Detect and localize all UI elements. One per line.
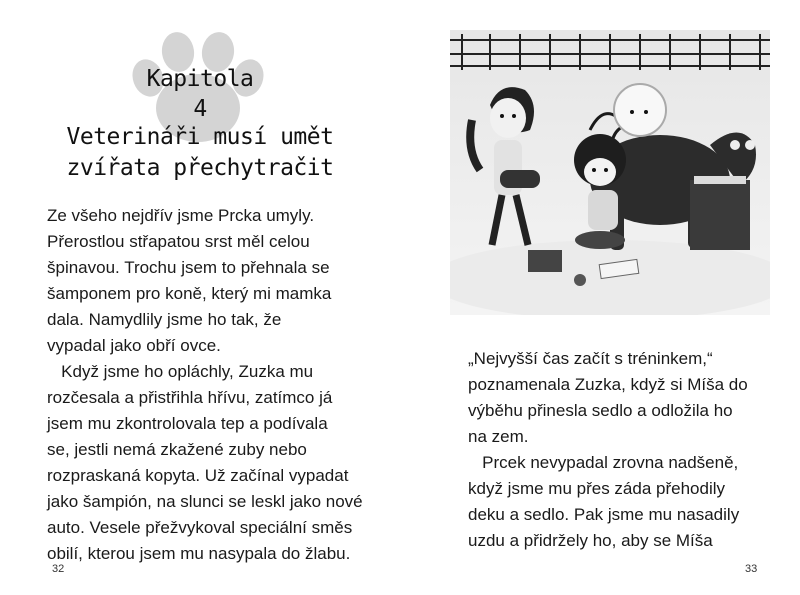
text-line: Prcek nevypadal zrovna nadšeně, (468, 453, 739, 472)
text-line: Přerostlou střapatou srst měl celou (47, 232, 310, 251)
right-page-body-text (468, 346, 748, 554)
text-line: jako šampión, na slunci se leskl jako nové (47, 492, 363, 511)
text-line: deku a sedlo. Pak jsme mu nasadily (468, 505, 740, 524)
page-number-left: 32 (52, 563, 65, 575)
chapter-title-line-1: Veterináři musí umět (66, 124, 334, 150)
text-line: na zem. (468, 427, 529, 446)
text-line: šamponem pro koně, který mi mamka (47, 284, 332, 303)
chapter-number: 4 (193, 96, 207, 122)
left-page-body-text (47, 203, 363, 567)
text-line: Když jsme ho opláchly, Zuzka mu (47, 362, 314, 381)
text-line: obilí, kterou jsem mu nasypala do žlabu. (47, 544, 351, 563)
text-line: rozčesala a přistřihla hřívu, zatímco já (47, 388, 333, 407)
text-line: se, jestli nemá zkažené zuby nebo (47, 440, 307, 459)
text-line: Ze všeho nejdřív jsme Prcka umyly. (47, 206, 315, 225)
chapter-word: Kapitola (146, 66, 254, 92)
text-line: výběhu přinesla sedlo a odložila ho (468, 401, 733, 420)
text-line: rozpraskaná kopyta. Už začínal vypadat (47, 466, 349, 485)
text-line: vypadal jako obří ovce. (47, 336, 221, 355)
chapter-title-line-2: zvířata přechytračit (66, 155, 334, 181)
text-line: „Nejvyšší čas začít s tréninkem,“ (468, 349, 713, 368)
text-line: špinavou. Trochu jsem to přehnala se (47, 258, 330, 277)
text-line: když jsme mu přes záda přehodily (468, 479, 726, 498)
right-page (400, 0, 800, 595)
text-line: dala. Namydlily jsme ho tak, že (47, 310, 282, 329)
text-line: poznamenala Zuzka, když si Míša do (468, 375, 748, 394)
text-line: auto. Vesele přežvykoval speciální směs (47, 518, 353, 537)
text-line: jsem mu zkontrolovala tep a podívala (47, 414, 328, 433)
page-number-right: 33 (745, 563, 758, 575)
text-line: uzdu a přidržely ho, aby se Míša (468, 531, 713, 550)
